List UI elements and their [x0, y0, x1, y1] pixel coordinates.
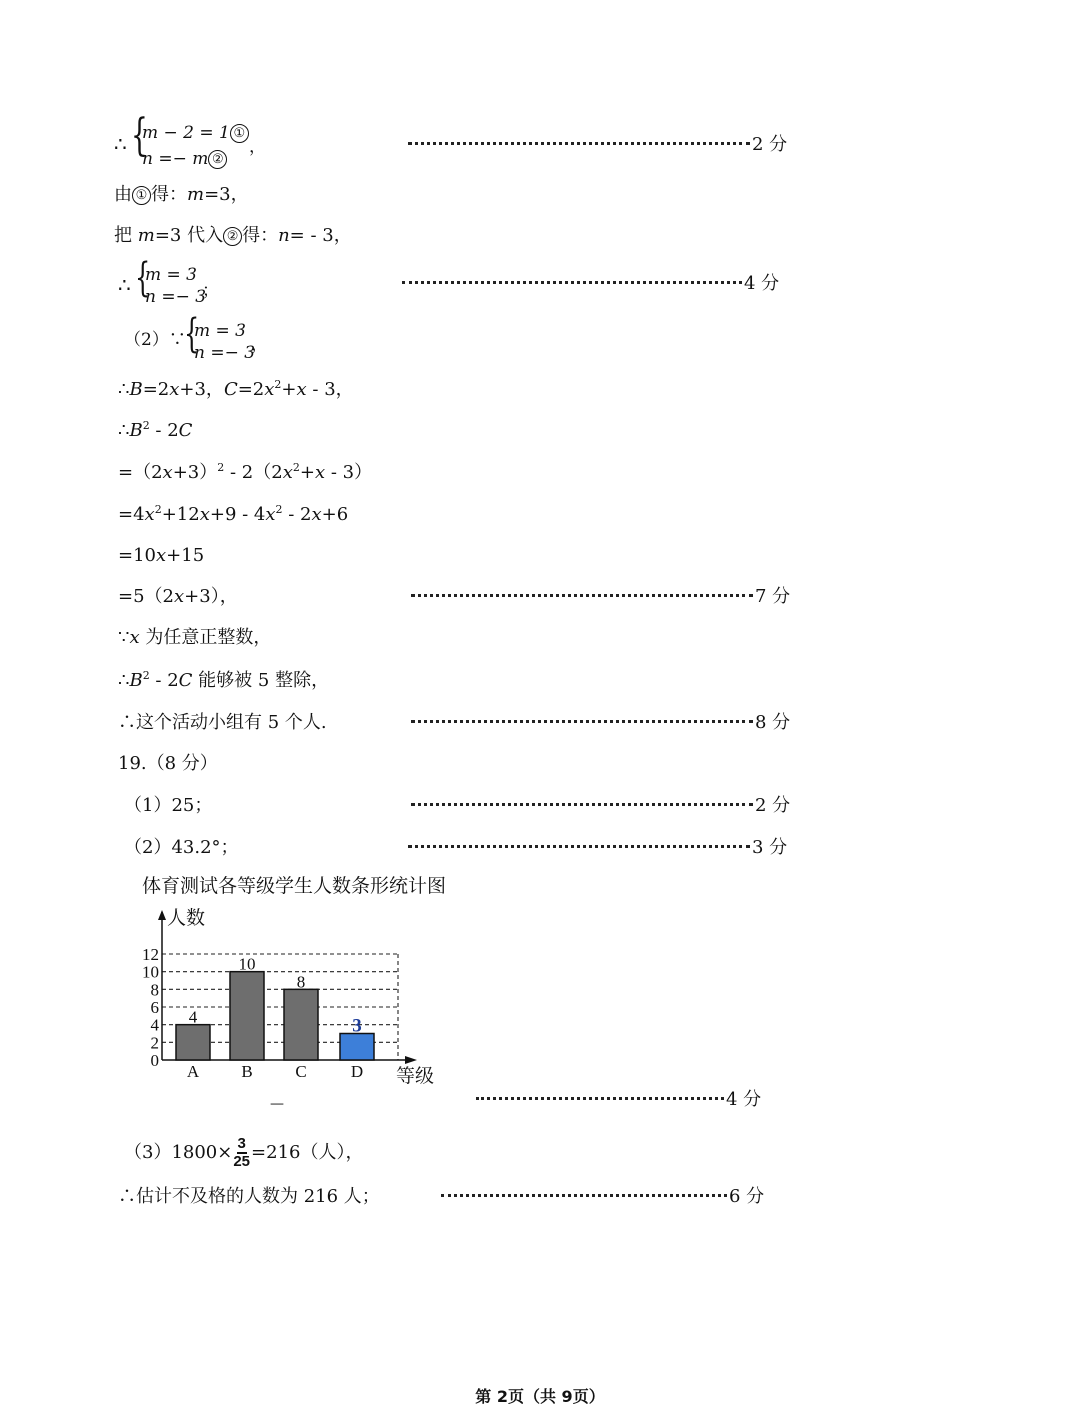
score-line-4	[402, 272, 779, 296]
therefore-symbol: ∴	[114, 132, 127, 156]
system-2-semicolon: ；	[202, 281, 219, 301]
bar-chart	[130, 872, 470, 1087]
score-value: 8 分	[755, 712, 791, 733]
therefore-symbol: ∴	[118, 273, 131, 297]
line-11: =5（2x+3），	[118, 586, 238, 607]
system-3-comma: ，	[251, 335, 268, 355]
line-9: $=4x^2+12x+9 - 4x^2 - 2x+6$	[118, 503, 349, 525]
bar-value-label: 4	[188, 1007, 198, 1027]
score-value: 2 分	[752, 134, 788, 155]
score-value: 6 分	[729, 1186, 765, 1207]
line-10: =10x+15	[118, 545, 205, 566]
x-tick-label: C	[295, 1062, 307, 1081]
line-14: ∴这个活动小组有 5 个人.	[118, 712, 327, 733]
score-line-18	[476, 1088, 761, 1112]
score-line-20	[441, 1185, 764, 1209]
circled-2: ②	[223, 227, 242, 246]
x-tick-label: D	[350, 1062, 364, 1081]
score-line-17	[408, 836, 787, 860]
score-value: 7 分	[755, 586, 791, 607]
bar-value-label: 3	[352, 1015, 362, 1037]
y-tick-label: 4	[150, 1015, 159, 1035]
page-footer: 第 2页（共 9页）	[475, 1387, 605, 1406]
score-value: 4 分	[726, 1089, 762, 1110]
line-19: （3）1800× $\frac{3}{25}$ =216（人），	[124, 1135, 364, 1170]
y-tick-label: 2	[150, 1033, 159, 1053]
line-3: 把 m=3 代入 ② 得：n= - 3，	[114, 225, 352, 246]
system-3-row-1: m = 3	[194, 321, 246, 341]
score-value: 4 分	[744, 273, 780, 294]
score-line-1	[408, 133, 787, 157]
bar-value-label: 10	[238, 954, 256, 974]
x-axis-arrow	[405, 1056, 417, 1064]
y-tick-label: 10	[142, 962, 159, 982]
line-2: 由 ① 得：m=3，	[114, 184, 249, 205]
circled-1: ①	[132, 186, 151, 205]
brace-symbol: {	[131, 110, 148, 161]
y-tick-label: 0	[150, 1051, 159, 1070]
line-7: $\therefore B^2 - 2C$	[118, 419, 193, 441]
score-value: 3 分	[752, 837, 788, 858]
x-axis-label: 等级	[396, 1065, 435, 1087]
system-2-row-1: m = 3	[145, 265, 197, 285]
fraction: $\frac{3}{25}$	[233, 1135, 251, 1170]
bar-C	[284, 989, 318, 1060]
x-tick-label: A	[186, 1062, 200, 1081]
line-16: （1）25；	[124, 795, 213, 816]
line-13: $\therefore B^2 - 2C$ 能够被 5 整除，	[118, 669, 330, 691]
line-6: ∴B=2x+3，$C=2x^2+x - 3$，	[118, 378, 354, 400]
system-1-comma: ，	[249, 137, 266, 157]
score-value: 2 分	[755, 795, 791, 816]
y-tick-label: 12	[142, 945, 159, 964]
system-3-row-2: n =− 3	[194, 343, 256, 363]
score-line-11	[411, 585, 790, 609]
system-2-row-2: n =− 3	[145, 287, 207, 307]
bar-value-label: 8	[296, 972, 306, 992]
system-1-row-1: m − 2 = 1 ①	[142, 122, 249, 144]
circled-2: ②	[208, 150, 227, 169]
circled-1: ①	[230, 124, 249, 143]
y-axis-label: 人数	[167, 907, 206, 929]
system-1-row-2: n =− m ②	[142, 148, 227, 170]
y-axis-arrow	[158, 910, 166, 920]
y-tick-label: 8	[150, 980, 159, 1000]
line-20: ∴估计不及格的人数为 216 人；	[118, 1186, 380, 1207]
bar-A	[176, 1025, 210, 1060]
question-19-heading: 19.（8 分）	[118, 753, 218, 774]
brace-symbol: {	[135, 255, 151, 301]
score-line-16	[411, 794, 790, 818]
dash-mark: —	[270, 1096, 284, 1112]
line-12: ∵x 为任意正整数，	[118, 627, 272, 648]
y-tick-label: 6	[150, 998, 159, 1017]
line-8: $=(2x+3)^2 - 2(2x^2+x - 3)$	[118, 461, 373, 483]
part-2-label: （2）∵	[124, 330, 186, 350]
line-17: （2）43.2°；	[124, 837, 239, 858]
x-tick-label: B	[241, 1062, 253, 1081]
bar-B	[230, 972, 264, 1060]
chart-title: 体育测试各等级学生人数条形统计图	[142, 875, 447, 897]
score-line-14	[411, 711, 790, 735]
brace-symbol: {	[184, 311, 200, 357]
bar-D	[340, 1034, 374, 1061]
